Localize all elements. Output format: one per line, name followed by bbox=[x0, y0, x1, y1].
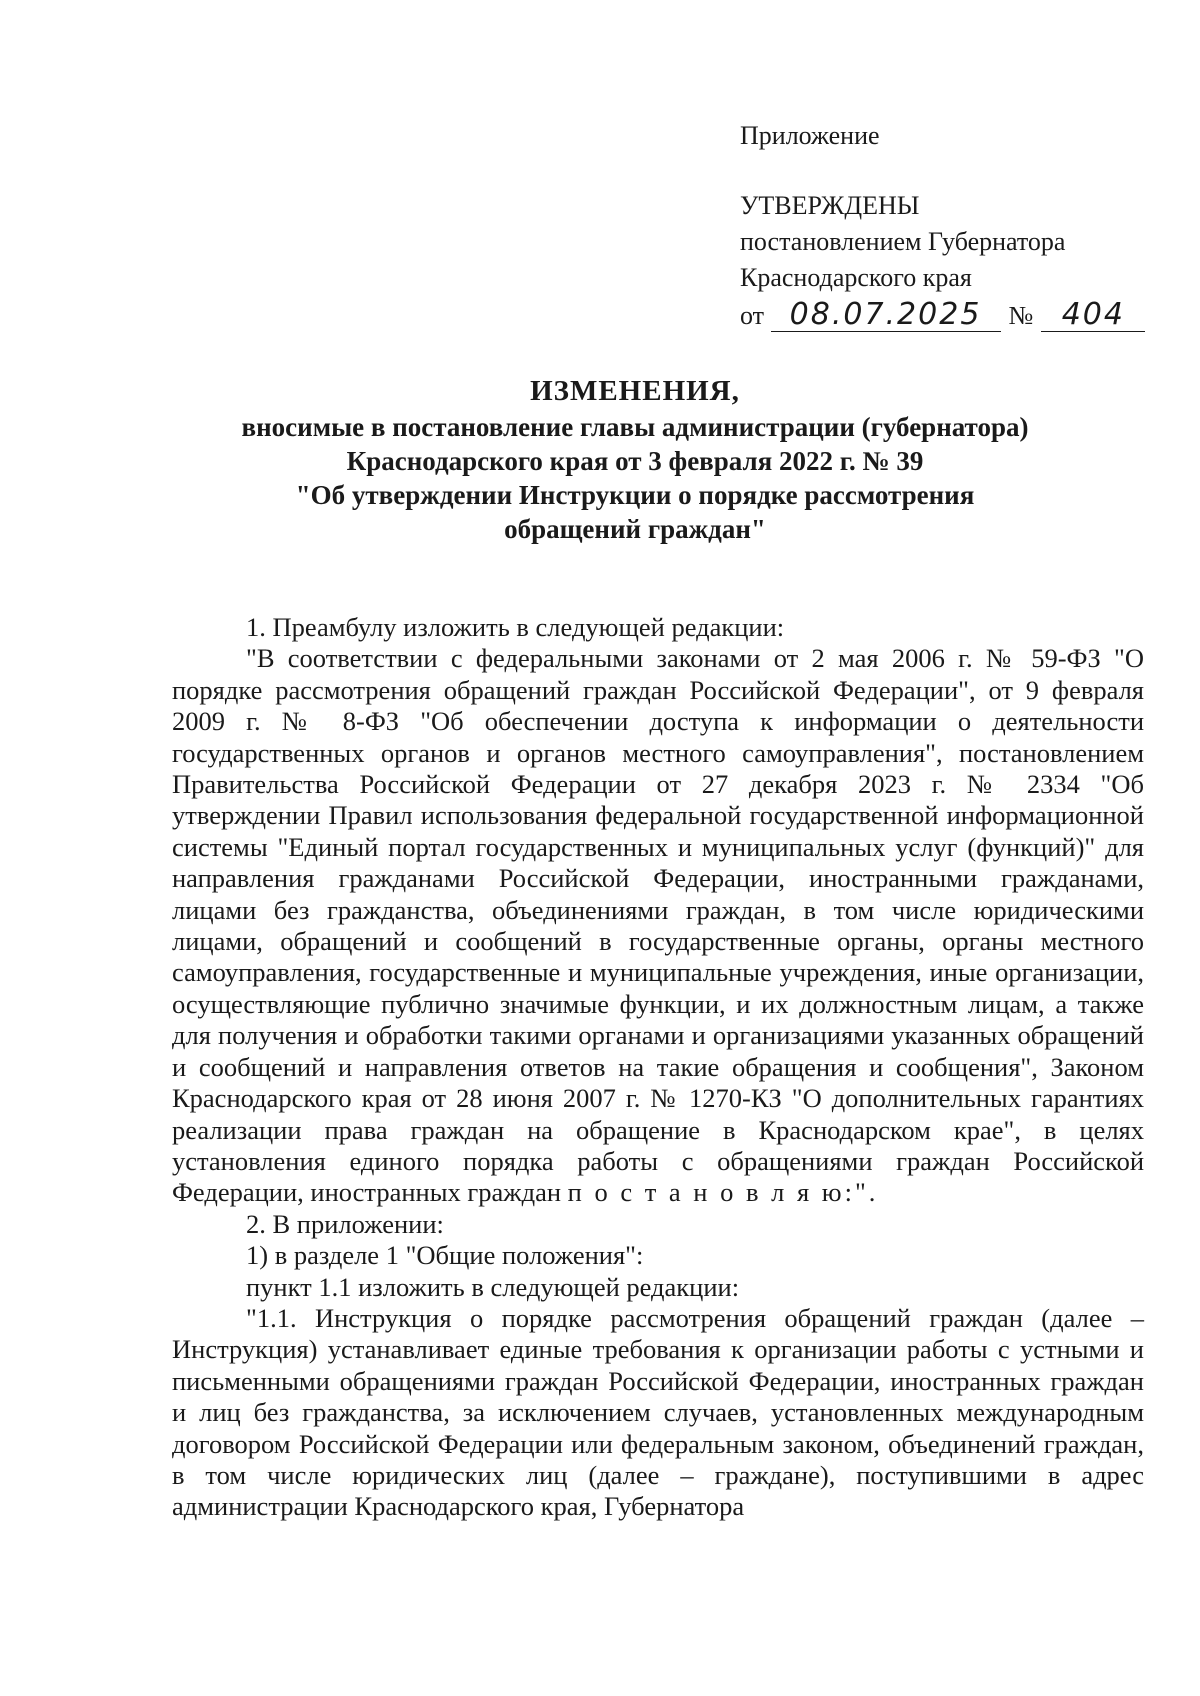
number-sign: № bbox=[1008, 301, 1034, 330]
item-2-1-point: пункт 1.1 изложить в следующей редакции: bbox=[246, 1271, 740, 1302]
approved-by-line1: постановлением Губернатора bbox=[740, 227, 1066, 256]
document-title bbox=[200, 374, 1070, 546]
approved-by-line2: Краснодарского края bbox=[740, 263, 972, 292]
date-prefix: от bbox=[740, 301, 765, 330]
item-1: 1. Преамбулу изложить в следующей редакции: bbox=[246, 612, 785, 642]
approval-block bbox=[740, 118, 1160, 334]
title-line-2: Краснодарского края от 3 февраля 2022 г. № 39 bbox=[346, 446, 924, 476]
appendix-label: Приложение bbox=[740, 121, 880, 150]
title-line-3: "Об утверждении Инструкции о порядке рассмотрения bbox=[295, 480, 975, 510]
preamble-decree-word: п о с т а н о в л я ю:". bbox=[567, 1177, 879, 1208]
approved-label: УТВЕРЖДЕНЫ bbox=[740, 191, 920, 220]
title-main: ИЗМЕНЕНИЯ, bbox=[530, 375, 740, 407]
handwritten-number: 404 bbox=[1041, 299, 1145, 332]
date-number-line bbox=[740, 298, 1160, 334]
title-line-4: обращений граждан" bbox=[504, 514, 766, 544]
document-body bbox=[172, 612, 1144, 1523]
point-1-1-paragraph: "1.1. Инструкция о порядке рассмотрения обращений граждан (далее – Инструкция) устанавливает единые требования к организации работы с устными и письменными обращениями граждан Российской Федерации, иностранных граждан и лиц без гражданства, за исключением случаев, установленных международным договором Российской Федерации или федеральным законом, объединений граждан, в том числе юридических лиц (далее – граждане), поступившими в адрес администрации Краснодарского края, Губернатора bbox=[172, 1302, 1144, 1522]
item-2: 2. В приложении: bbox=[246, 1208, 444, 1239]
title-line-1: вносимые в постановление главы администрации (губернатора) bbox=[241, 412, 1029, 442]
item-2-1: 1) в разделе 1 "Общие положения": bbox=[246, 1240, 644, 1271]
preamble-paragraph bbox=[172, 643, 1144, 1208]
preamble-text: "В соответствии с федеральными законами от 2 мая 2006 г. № 59-ФЗ "О порядке рассмотрения обращений граждан Российской Федерации", от 9 февраля 2009 г. № 8-ФЗ "Об обеспечении доступа к информации о деятельности государственных органов и органов местного самоуправления", постановлением Правительства Российской Федерации от 27 декабря 2023 г. № 2334 "Об утверждении Правил использования федеральной государственной информационной системы "Единый портал государственных и муниципальных услуг (функций)" для направления гражданами Российской Федерации, иностранными гражданами, лицами без гражданства, объединениями граждан, в том числе юридическими лицами, обращений и сообщений в государственные органы, органы местного самоуправления, государственные и муниципальные учреждения, иные организации, осуществляющие публично значимые функции, и их должностным лицам, а также для получения и обработки такими органами и организациями указанных обращений и сообщений и направления ответов на такие обращения и сообщения", Законом Краснодарского края от 28 июня 2007 г. № 1270-КЗ "О дополнительных гарантиях реализации права граждан на обращение в Краснодарском крае", в целях установления единого порядка работы с обращениями граждан Российской Федерации, иностранных граждан bbox=[172, 643, 1144, 1208]
handwritten-date: 08.07.2025 bbox=[771, 299, 1001, 332]
